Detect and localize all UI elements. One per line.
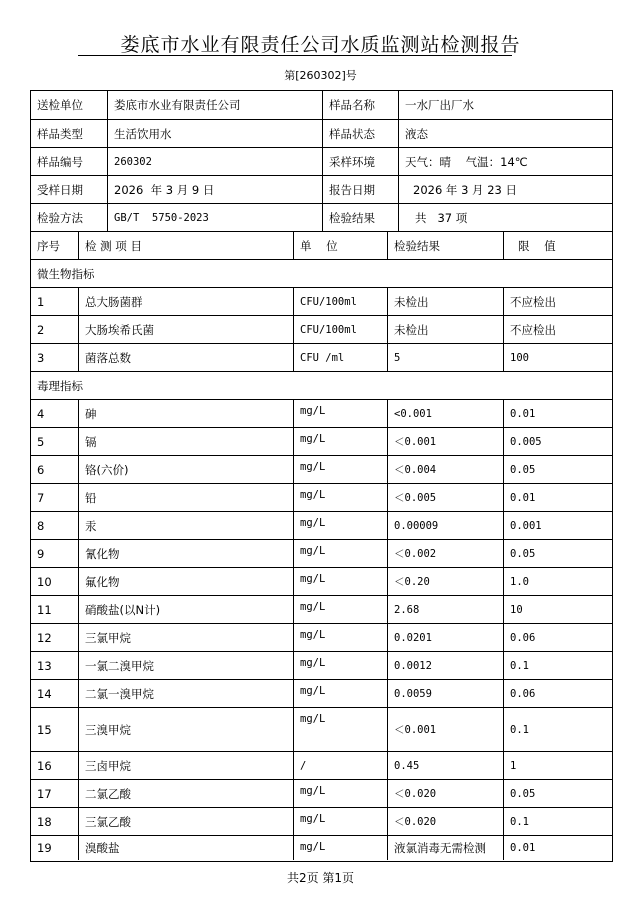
row-item: 三氯乙酸 [78, 808, 293, 835]
row-result: 0.0012 [387, 652, 503, 679]
sample-name-label: 样品名称 [322, 91, 398, 119]
row-unit: mg/L [293, 428, 387, 455]
row-unit: mg/L [293, 484, 387, 511]
row-unit: CFU/100ml [293, 288, 387, 315]
row-result: ＜0.020 [387, 808, 503, 835]
row-no: 17 [37, 786, 52, 801]
row-unit: mg/L [293, 836, 387, 860]
report-table [30, 90, 613, 862]
info-row [31, 91, 612, 119]
row-item: 镉 [78, 428, 293, 455]
table-row [31, 287, 612, 315]
row-item: 铅 [78, 484, 293, 511]
row-item: 砷 [78, 400, 293, 427]
row-limit: 1 [503, 752, 614, 779]
sample-no-value: 260302 [107, 148, 322, 175]
row-result: 0.0201 [387, 624, 503, 651]
row-result: 2.68 [387, 596, 503, 623]
env-value: 天气：晴 气温：14℃ [398, 148, 614, 175]
info-row [31, 175, 612, 203]
row-item: 溴酸盐 [78, 836, 293, 860]
row-limit: 0.005 [503, 428, 614, 455]
row-no: 6 [37, 462, 45, 477]
row-item: 三卤甲烷 [78, 752, 293, 779]
row-result: ＜0.20 [387, 568, 503, 595]
row-limit: 不应检出 [503, 316, 614, 343]
table-row [31, 707, 612, 751]
receive-date-value: 2026 年 3 月 9 日 [107, 176, 322, 203]
row-result: 0.00009 [387, 512, 503, 539]
row-limit: 0.05 [503, 780, 614, 807]
table-row [31, 455, 612, 483]
title-underline [78, 55, 512, 56]
row-item: 硝酸盐(以N计) [78, 596, 293, 623]
page-footer: 共2页 第1页 [286, 871, 355, 885]
row-unit: mg/L [293, 400, 387, 427]
row-unit: CFU/100ml [293, 316, 387, 343]
column-header-row [31, 231, 612, 259]
method-value: GB/T 5750-2023 [107, 204, 322, 231]
row-unit: mg/L [293, 540, 387, 567]
sample-no-label: 样品编号 [37, 154, 83, 169]
row-limit: 0.01 [503, 836, 614, 860]
sample-state-label: 样品状态 [322, 120, 398, 147]
table-row [31, 399, 612, 427]
table-row [31, 343, 612, 371]
table-row [31, 623, 612, 651]
row-unit: mg/L [293, 708, 387, 751]
row-unit: / [293, 752, 387, 779]
info-row [31, 147, 612, 175]
section-row-tox [31, 371, 612, 399]
col-unit: 单 位 [293, 232, 387, 259]
row-no: 3 [37, 350, 45, 365]
row-limit: 不应检出 [503, 288, 614, 315]
method-label: 检验方法 [37, 210, 83, 225]
row-item: 氟化物 [78, 568, 293, 595]
table-row [31, 539, 612, 567]
row-result: 未检出 [387, 316, 503, 343]
client-label: 送检单位 [37, 98, 83, 112]
row-no: 7 [37, 490, 45, 505]
info-row [31, 119, 612, 147]
row-no: 1 [37, 294, 45, 309]
row-no: 9 [37, 546, 45, 561]
row-no: 16 [37, 758, 52, 773]
row-no: 4 [37, 406, 45, 421]
report-number: 第[260302]号 [284, 69, 357, 82]
row-unit: mg/L [293, 680, 387, 707]
table-row [31, 595, 612, 623]
row-result: ＜0.001 [387, 428, 503, 455]
table-row [31, 651, 612, 679]
sample-name-value: 一水厂出厂水 [398, 91, 614, 119]
row-item: 铬(六价) [78, 456, 293, 483]
sample-state-value: 液态 [398, 120, 614, 147]
table-row [31, 567, 612, 595]
row-result: 0.0059 [387, 680, 503, 707]
row-no: 11 [37, 602, 52, 617]
result-count-label: 检验结果 [322, 204, 398, 231]
section-row-micro [31, 259, 612, 287]
table-row [31, 427, 612, 455]
report-date-value: 2026 年 3 月 23 日 [398, 176, 614, 203]
col-result: 检验结果 [387, 232, 503, 259]
info-row [31, 203, 612, 231]
row-result: 液氯消毒无需检测 [387, 836, 503, 860]
row-result: 5 [387, 344, 503, 371]
report-date-label: 报告日期 [322, 176, 398, 203]
row-limit: 0.1 [503, 652, 614, 679]
row-item: 氰化物 [78, 540, 293, 567]
row-item: 大肠埃希氏菌 [78, 316, 293, 343]
row-unit: mg/L [293, 456, 387, 483]
row-result: <0.001 [387, 400, 503, 427]
row-limit: 0.06 [503, 624, 614, 651]
table-row [31, 807, 612, 835]
row-limit: 10 [503, 596, 614, 623]
row-limit: 0.01 [503, 484, 614, 511]
row-result: 未检出 [387, 288, 503, 315]
col-no: 序号 [37, 238, 60, 253]
row-limit: 0.01 [503, 400, 614, 427]
row-result: ＜0.001 [387, 708, 503, 751]
row-limit: 0.1 [503, 808, 614, 835]
row-unit: mg/L [293, 780, 387, 807]
row-item: 菌落总数 [78, 344, 293, 371]
row-unit: mg/L [293, 624, 387, 651]
row-limit: 0.001 [503, 512, 614, 539]
row-result: ＜0.002 [387, 540, 503, 567]
row-item: 三氯甲烷 [78, 624, 293, 651]
col-limit: 限 值 [503, 232, 614, 259]
report-title: 娄底市水业有限责任公司水质监测站检测报告 [120, 34, 521, 56]
row-limit: 1.0 [503, 568, 614, 595]
row-unit: mg/L [293, 808, 387, 835]
row-limit: 0.05 [503, 456, 614, 483]
row-result: ＜0.004 [387, 456, 503, 483]
result-count-value: 共 37 项 [398, 204, 614, 231]
table-row [31, 679, 612, 707]
row-item: 三溴甲烷 [78, 708, 293, 751]
row-unit: mg/L [293, 568, 387, 595]
sample-type-value: 生活饮用水 [107, 120, 322, 147]
table-row [31, 483, 612, 511]
row-result: ＜0.005 [387, 484, 503, 511]
row-unit: mg/L [293, 512, 387, 539]
row-no: 15 [37, 722, 52, 737]
row-limit: 100 [503, 344, 614, 371]
row-limit: 0.05 [503, 540, 614, 567]
table-row [31, 835, 612, 860]
row-unit: mg/L [293, 652, 387, 679]
row-no: 14 [37, 686, 52, 701]
row-no: 12 [37, 630, 52, 645]
client-value: 娄底市水业有限责任公司 [107, 91, 322, 119]
section-title: 微生物指标 [37, 266, 95, 281]
row-item: 二氯乙酸 [78, 780, 293, 807]
sample-type-label: 样品类型 [37, 126, 83, 141]
row-no: 18 [37, 814, 52, 829]
row-item: 二氯一溴甲烷 [78, 680, 293, 707]
col-item: 检 测 项 目 [78, 232, 293, 259]
row-no: 13 [37, 658, 52, 673]
row-no: 5 [37, 434, 45, 449]
env-label: 采样环境 [322, 148, 398, 175]
row-no: 8 [37, 518, 45, 533]
row-no: 2 [37, 322, 45, 337]
row-unit: CFU /ml [293, 344, 387, 371]
section-title: 毒理指标 [37, 378, 83, 393]
row-no: 19 [37, 841, 52, 856]
row-result: ＜0.020 [387, 780, 503, 807]
table-row [31, 751, 612, 779]
row-item: 一氯二溴甲烷 [78, 652, 293, 679]
table-row [31, 511, 612, 539]
row-unit: mg/L [293, 596, 387, 623]
row-limit: 0.06 [503, 680, 614, 707]
receive-date-label: 受样日期 [37, 182, 83, 197]
row-item: 汞 [78, 512, 293, 539]
row-limit: 0.1 [503, 708, 614, 751]
row-item: 总大肠菌群 [78, 288, 293, 315]
row-no: 10 [37, 574, 52, 589]
table-row [31, 779, 612, 807]
table-row [31, 315, 612, 343]
row-result: 0.45 [387, 752, 503, 779]
